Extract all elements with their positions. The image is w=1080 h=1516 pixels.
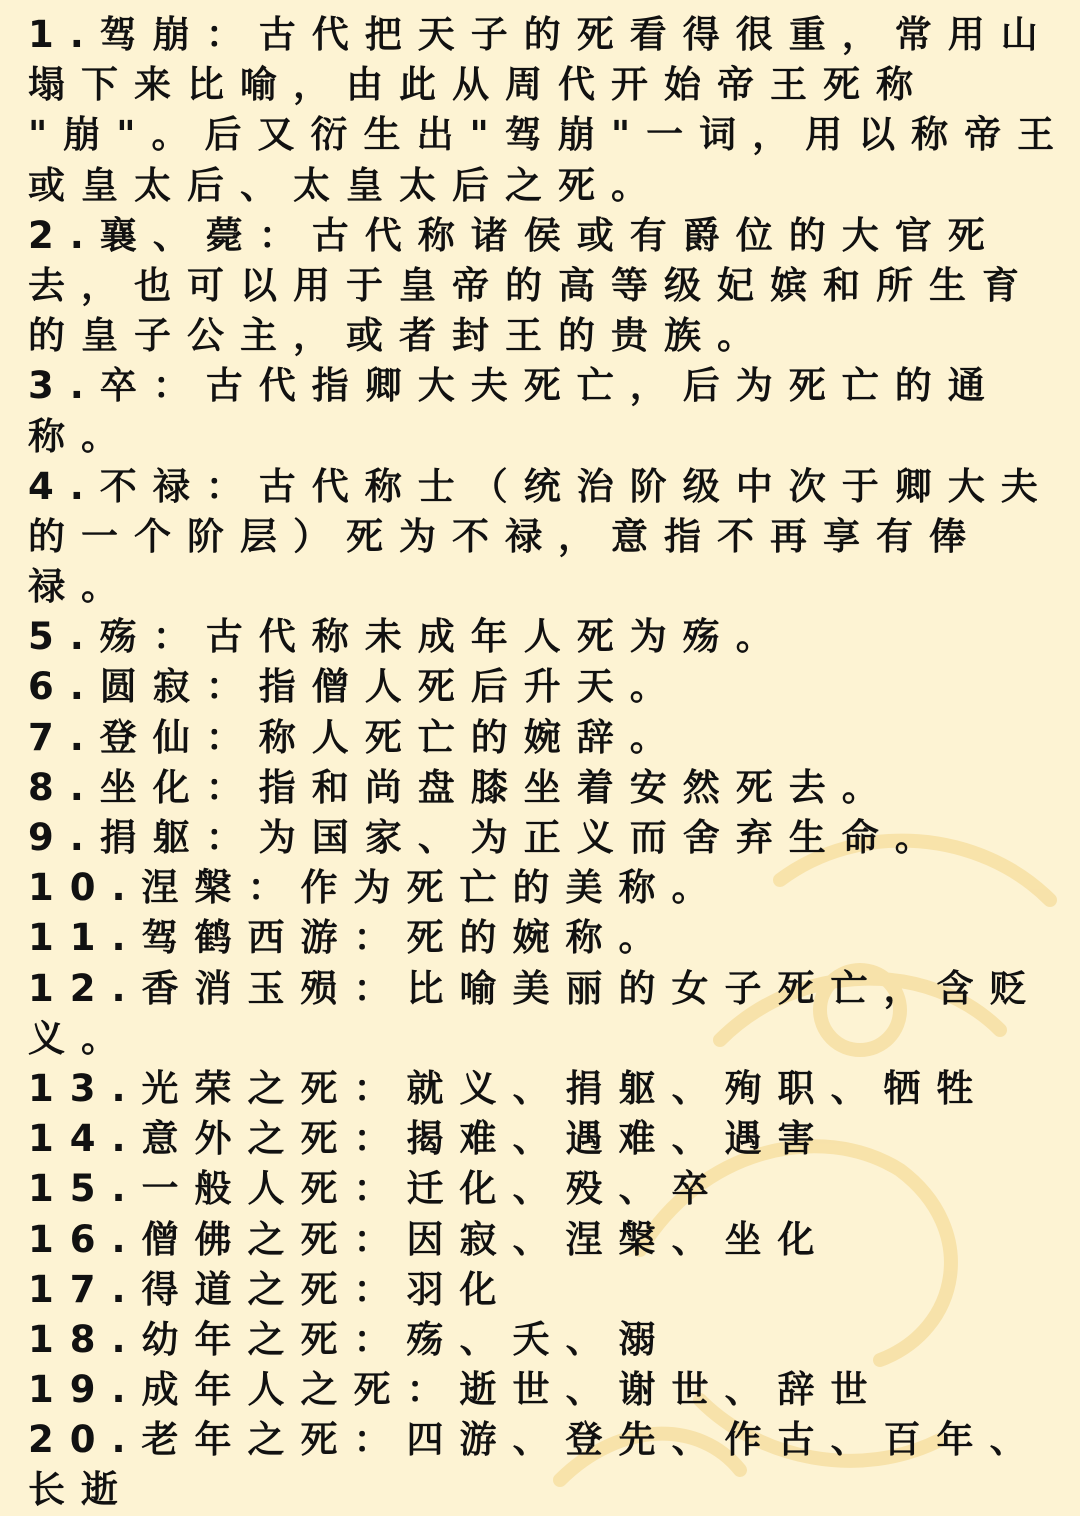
- text-line-2: 塌下来比喻，由此从周代开始帝王死称: [28, 63, 929, 107]
- euphemism-list: [28, 10, 1071, 1516]
- text-line-21: 义。: [28, 1016, 134, 1060]
- text-line-28: 19.成年人之死：逝世、谢世、辞世: [28, 1368, 884, 1412]
- text-line-26: 17.得道之死：羽化: [28, 1267, 513, 1311]
- text-line-1: 1.驾崩：古代把天子的死看得很重，常用山: [28, 13, 1054, 56]
- text-line-27: 18.幼年之死：殇、夭、溺: [28, 1317, 672, 1361]
- text-line-18: 10.涅槃：作为死亡的美称。: [28, 866, 725, 910]
- text-line-4: 或皇太后、太皇太后之死。: [28, 163, 664, 207]
- text-line-9: 称。: [28, 414, 134, 458]
- text-line-30: 长逝: [28, 1468, 134, 1512]
- text-line-15: 7.登仙：称人死亡的婉辞。: [28, 715, 683, 759]
- text-line-23: 14.意外之死：揭难、遇难、遇害: [28, 1117, 831, 1161]
- text-line-22: 13.光荣之死：就义、捐躯、殉职、牺牲: [28, 1066, 990, 1110]
- text-line-7: 的皇子公主，或者封王的贵族。: [28, 314, 770, 358]
- text-line-13: 5.殇：古代称未成年人死为殇。: [28, 615, 789, 659]
- text-line-3: "崩"。后又衍生出"驾崩"一词，用以称帝王: [28, 113, 1071, 157]
- text-line-25: 16.僧佛之死：因寂、涅槃、坐化: [28, 1217, 831, 1261]
- text-line-16: 8.坐化：指和尚盘膝坐着安然死去。: [28, 765, 895, 809]
- text-line-8: 3.卒：古代指卿大夫死亡，后为死亡的通: [28, 364, 1001, 408]
- text-line-12: 禄。: [28, 565, 134, 609]
- text-line-10: 4.不禄：古代称士（统治阶级中次于卿大夫: [28, 464, 1054, 508]
- text-line-11: 的一个阶层）死为不禄，意指不再享有俸: [28, 514, 982, 558]
- text-line-17: 9.捐躯：为国家、为正义而舍弃生命。: [28, 816, 948, 859]
- text-line-29: 20.老年之死：四游、登先、作古、百年、: [28, 1418, 1043, 1462]
- text-line-20: 12.香消玉殒：比喻美丽的女子死亡，含贬: [28, 966, 1043, 1010]
- text-line-14: 6.圆寂：指僧人死后升天。: [28, 665, 683, 709]
- text-line-5: 2.襄、薨：古代称诸侯或有爵位的大官死: [28, 213, 1001, 257]
- text-line-19: 11.驾鹤西游：死的婉称。: [28, 916, 672, 960]
- text-line-6: 去，也可以用于皇帝的高等级妃嫔和所生育: [28, 263, 1035, 307]
- text-line-24: 15.一般人死：迁化、殁、卒: [28, 1167, 725, 1211]
